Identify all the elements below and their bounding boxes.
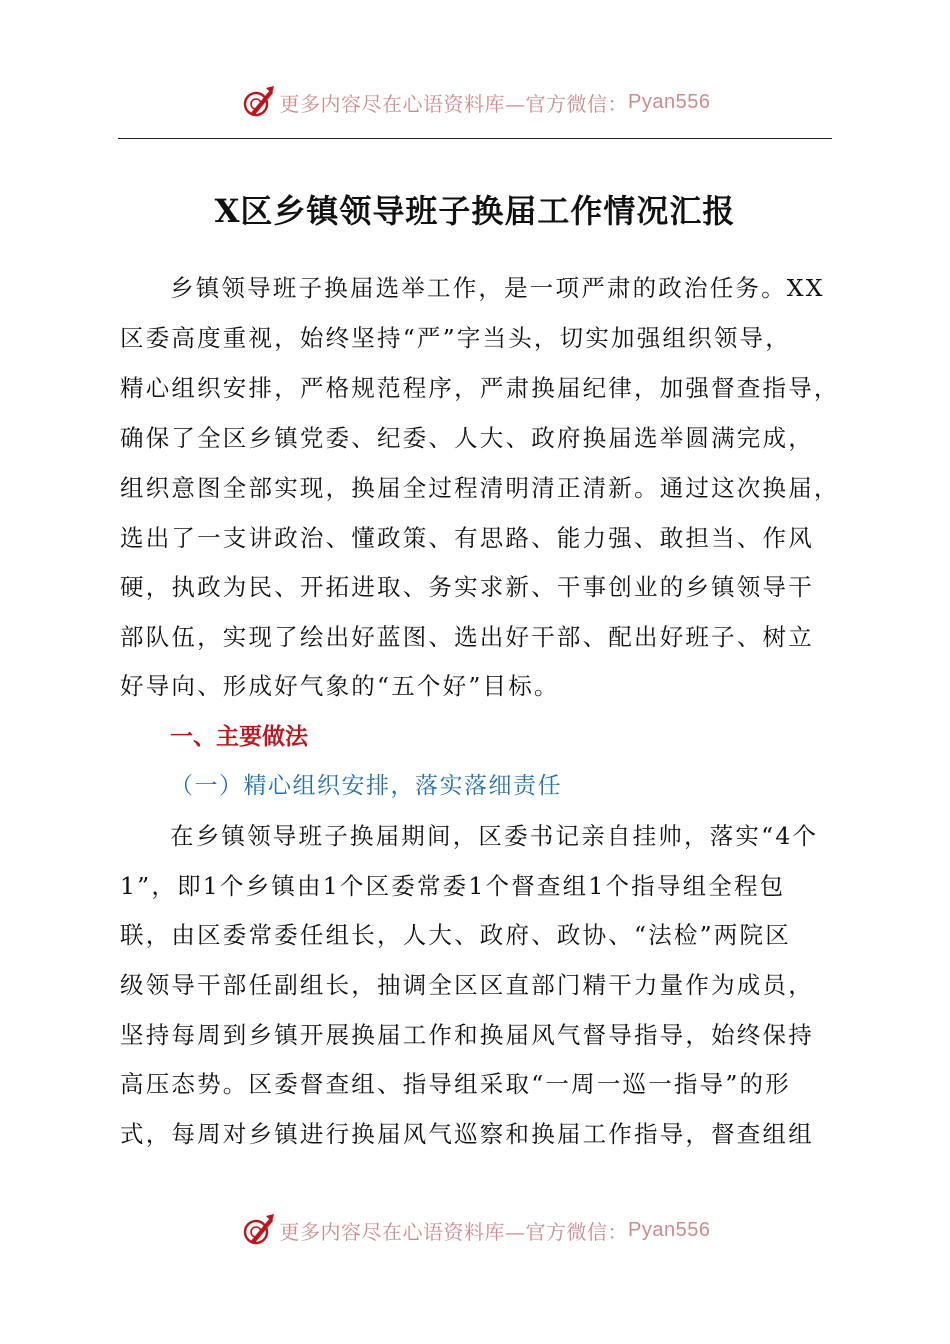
banner-text: 更多内容尽在心语资料库—官方微信：	[279, 1219, 629, 1244]
document-title: X区乡镇领导班子换届工作情况汇报	[214, 192, 736, 230]
paragraph-line: 精心组织安排，严格规范程序，严肃换届纪律，加强督查指导，	[120, 374, 840, 402]
banner-wechat-id: Pyan556	[628, 1218, 711, 1241]
banner-wechat-id: Pyan556	[628, 90, 711, 113]
footer-watermark-banner	[0, 1208, 950, 1252]
paragraph-line: 区委高度重视，始终坚持“严”字当头，切实加强组织领导，	[120, 324, 791, 352]
quill-seal-logo-icon	[240, 84, 276, 120]
paragraph-line: 1”，即1个乡镇由1个区委常委1个督查组1个指导组全程包	[120, 872, 786, 900]
paragraph-line: 确保了全区乡镇党委、纪委、人大、政府换届选举圆满完成，	[120, 424, 814, 452]
paragraph-line: 乡镇领导班子换届选举工作，是一项严肃的政治任务。XX	[170, 274, 825, 302]
header-divider	[118, 138, 832, 139]
paragraph-line: 高压态势。区委督查组、指导组采取“一周一巡一指导”的形	[120, 1070, 791, 1098]
paragraph-line: 选出了一支讲政治、懂政策、有思路、能力强、敢担当、作风	[120, 524, 814, 552]
paragraph-line: 级领导干部任副组长，抽调全区区直部门精干力量作为成员，	[120, 971, 814, 999]
paragraph-line: 部队伍，实现了绘出好蓝图、选出好干部、配出好班子、树立	[120, 623, 814, 651]
paragraph-line: 在乡镇领导班子换届期间，区委书记亲自挂帅，落实“4个	[170, 822, 819, 850]
paragraph-line: 硬，执政为民、开拓进取、务实求新、干事创业的乡镇领导干	[120, 573, 814, 601]
paragraph-line: 联，由区委常委任组长，人大、政府、政协、“法检”两院区	[120, 921, 791, 949]
paragraph-line: 组织意图全部实现，换届全过程清明清正清新。通过这次换届，	[120, 474, 840, 502]
header-watermark-banner	[0, 80, 950, 124]
section-heading: 一、主要做法	[170, 724, 308, 750]
paragraph-line: 式，每周对乡镇进行换届风气巡察和换届工作指导，督查组组	[120, 1120, 814, 1148]
quill-seal-logo-icon	[240, 1212, 276, 1248]
banner-text: 更多内容尽在心语资料库—官方微信：	[279, 91, 629, 116]
subsection-heading: （一）精心组织安排，落实落细责任	[170, 773, 562, 799]
paragraph-line: 好导向、形成好气象的“五个好”目标。	[120, 672, 560, 700]
paragraph-line: 坚持每周到乡镇开展换届工作和换届风气督导指导，始终保持	[120, 1021, 814, 1049]
